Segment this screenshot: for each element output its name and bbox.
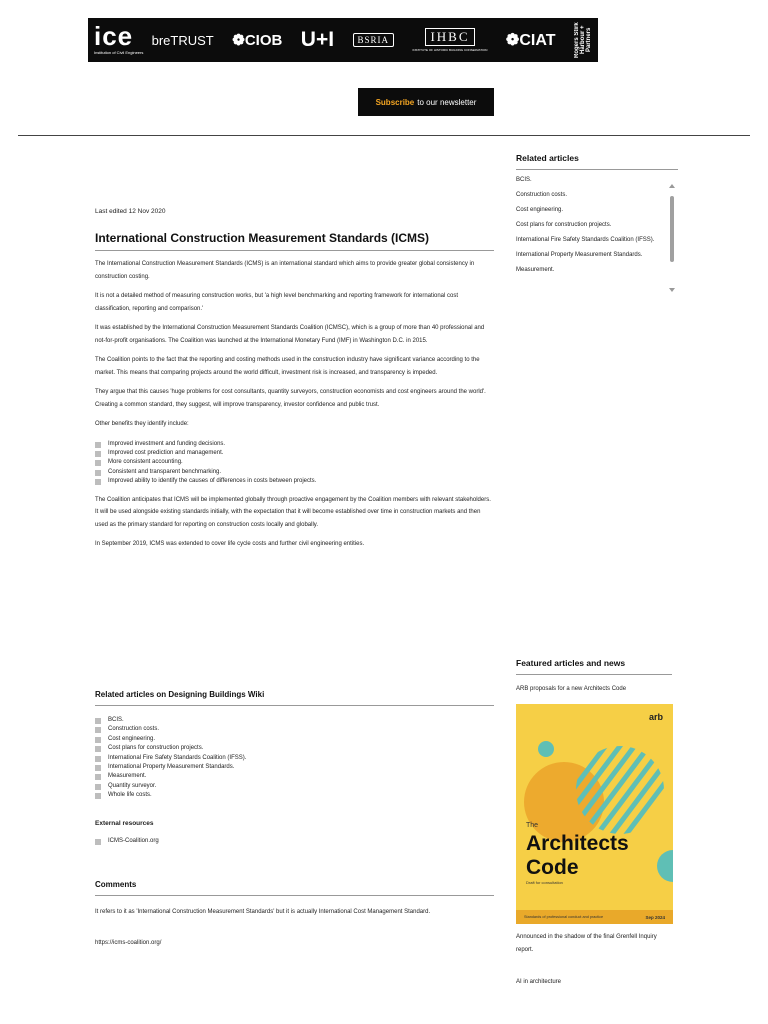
related-wiki-link[interactable]: Cost plans for construction projects.	[95, 744, 246, 753]
list-item: Improved ability to identify the causes of differences in costs between projects.	[95, 477, 494, 486]
benefits-list	[95, 440, 494, 487]
external-link[interactable]: ICMS-Coalition.org	[95, 837, 159, 846]
sidebar-related-heading: Related articles	[516, 153, 678, 170]
partner-logos-banner	[88, 18, 598, 62]
architects-code-cover-image[interactable]	[516, 704, 673, 924]
article-paragraph: It is not a detailed method of measuring construction works, but 'a high level benchmarking and reporting framework for international cost classification, reporting and comparison.'	[95, 293, 459, 312]
sidebar-scrollbar[interactable]	[668, 184, 678, 294]
sidebar-related-link[interactable]: Construction costs.	[516, 192, 568, 198]
related-wiki-link[interactable]: Whole life costs.	[95, 791, 246, 800]
rogers-stirk-harbour-logo[interactable]: Rogers Stirk Harbour + Partners	[573, 22, 592, 58]
last-edited-date: Last edited 12 Nov 2020	[95, 208, 166, 215]
article-main	[95, 208, 494, 551]
sidebar-related-link[interactable]: Cost plans for construction projects.	[516, 222, 612, 228]
related-wiki-link[interactable]: International Fire Safety Standards Coalition (IFSS).	[95, 754, 246, 763]
cover-title: Architects Code	[526, 832, 629, 879]
sidebar-related-link[interactable]: International Fire Safety Standards Coalition (IFSS).	[516, 237, 655, 243]
related-wiki-heading: Related articles on Designing Buildings Wiki	[95, 690, 494, 706]
page-title: International Construction Measurement Standards (ICMS)	[95, 231, 494, 251]
ciob-logo[interactable]: ❁CIOB	[232, 32, 283, 49]
sidebar-related-list	[516, 176, 664, 300]
bre-trust-logo[interactable]: breTRUST	[151, 32, 214, 48]
comment-link[interactable]: https://icms-coalition.org/	[95, 940, 162, 946]
article-paragraph: They argue that this causes 'huge problems for cost consultants, quantity surveyors, construction economists and cost engineers around the world'. Creating a common standard, they suggest, will improve transparency, investor confidence and public trust.	[95, 389, 486, 408]
scrollbar-thumb[interactable]	[670, 196, 674, 262]
cover-artwork	[516, 704, 673, 924]
sidebar-related-link[interactable]: BCIS.	[516, 177, 532, 183]
featured-heading: Featured articles and news	[516, 658, 672, 675]
header-divider	[18, 135, 750, 136]
article-paragraph: The Coalition anticipates that ICMS will be implemented globally through proactive engagement by the Coalition members with relevant stakeholders. It will be used alongside existing standards initially, with the expectation that it will become established over time in construction markets and then used as the primary standard for reporting on construction costs locally and globally.	[95, 496, 491, 528]
cover-teal-half-circle	[657, 850, 673, 882]
sidebar-related-link[interactable]: Cost engineering.	[516, 207, 564, 213]
article-paragraph: Other benefits they identify include:	[95, 421, 189, 427]
cover-the: The	[526, 822, 539, 829]
subscribe-newsletter-button[interactable]: Subscribe to our newsletter	[358, 88, 494, 116]
featured-article-caption: Announced in the shadow of the final Grenfell Inquiry report.	[516, 934, 657, 953]
article-paragraph: The International Construction Measurement Standards (ICMS) is an international standard which aims to provide greater global consistency in construction costing.	[95, 261, 475, 280]
scroll-down-arrow-icon[interactable]	[669, 288, 675, 292]
article-paragraph: The Coalition points to the fact that the reporting and costing methods used in the construction industry have significant variance according to the market. This means that comparing projects around the world difficult, investment risk is increased, and transparency is impeded.	[95, 357, 480, 376]
comments-heading: Comments	[95, 880, 494, 896]
sidebar-related-link[interactable]: International Property Measurement Standards.	[516, 252, 643, 258]
cover-footer-bar: Standards of professional conduct and practice Sep 2024	[516, 910, 673, 924]
comment-text: It refers to it as 'International Construction Measurement Standards' but it is actually International Cost Management Standard.	[95, 909, 431, 915]
ice-logo[interactable]: ice Institution of Civil Engineers	[94, 21, 144, 55]
featured-article-link[interactable]: ARB proposals for a new Architects Code	[516, 686, 627, 692]
list-item: Improved cost prediction and management.	[95, 449, 494, 458]
bsria-logo[interactable]: BSRIA	[353, 33, 395, 47]
u-and-i-logo[interactable]: U+I	[300, 28, 335, 51]
ciat-logo[interactable]: ❁CIAT	[505, 32, 556, 49]
related-wiki-link[interactable]: Cost engineering.	[95, 735, 246, 744]
featured-article-link[interactable]: AI in architecture	[516, 979, 562, 985]
related-wiki-link[interactable]: International Property Measurement Standards.	[95, 763, 246, 772]
arb-logo: arb	[648, 712, 663, 722]
related-wiki-list	[95, 716, 246, 801]
cover-teal-dot	[538, 741, 554, 757]
scroll-up-arrow-icon[interactable]	[669, 184, 675, 188]
ihbc-logo[interactable]: IHBC INSTITUTE OF HISTORIC BUILDING CONSERVATION	[412, 29, 488, 52]
list-item: More consistent accounting.	[95, 458, 494, 467]
article-paragraph: In September 2019, ICMS was extended to cover life cycle costs and further civil engineering entities.	[95, 541, 365, 548]
sidebar-related-link[interactable]: Measurement.	[516, 267, 555, 273]
list-item: Consistent and transparent benchmarking.	[95, 468, 494, 477]
cover-subtitle: Draft for consultation	[526, 880, 563, 885]
related-wiki-link[interactable]: Construction costs.	[95, 725, 246, 734]
related-wiki-link[interactable]: Measurement.	[95, 772, 246, 781]
external-resources-heading: External resources	[95, 820, 154, 827]
list-item: Improved investment and funding decisions.	[95, 440, 494, 449]
external-resources-list	[95, 837, 159, 846]
related-wiki-link[interactable]: BCIS.	[95, 716, 246, 725]
article-paragraph: It was established by the International Construction Measurement Standards Coalition (ICMSC), which is a group of more than 40 professional and not-for-profit organisations. The Coalition was launched at the International Monetary Fund (IMF) in Washington D.C. in 2015.	[95, 325, 485, 344]
related-wiki-link[interactable]: Quantity surveyor.	[95, 782, 246, 791]
